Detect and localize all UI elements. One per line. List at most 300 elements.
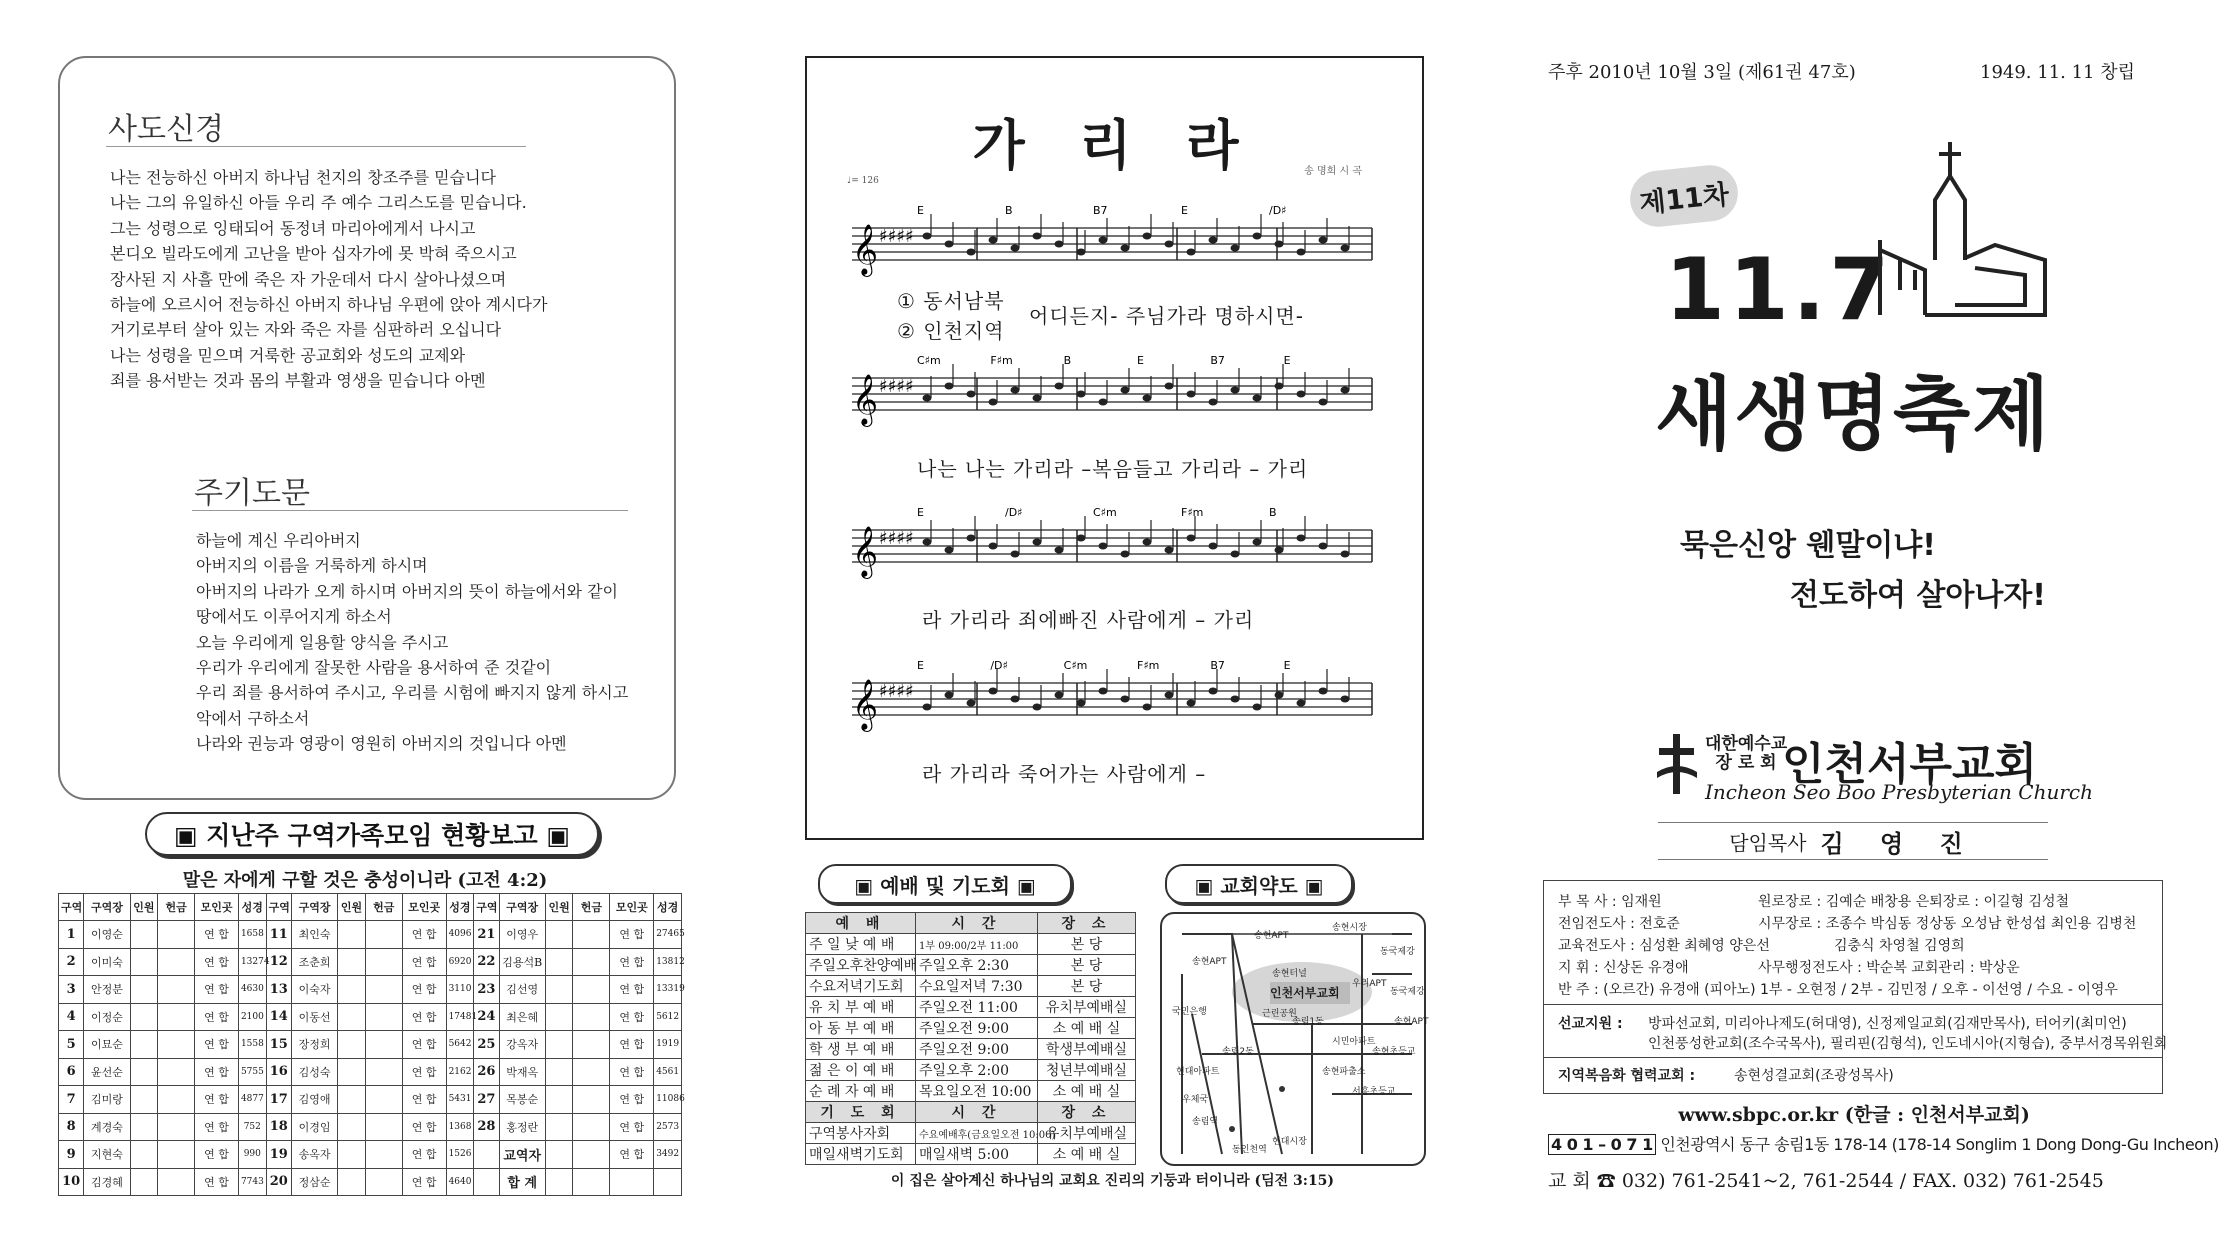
staff-divider xyxy=(1544,1004,2162,1005)
district-cell: 4561 xyxy=(654,1058,682,1086)
table-row xyxy=(59,1031,682,1059)
district-cell: 11 xyxy=(266,921,291,949)
district-cell xyxy=(365,1113,402,1141)
district-cell: 이미숙 xyxy=(84,948,130,976)
map-label: 근린공원 xyxy=(1262,1009,1297,1019)
worship-cell: 유치부예배실 xyxy=(1038,997,1136,1018)
note-head xyxy=(1121,387,1130,394)
note-head xyxy=(1033,395,1042,402)
note-head xyxy=(1143,233,1152,240)
prayer-line: 우리 죄를 용서하여 주시고, 우리를 시험에 빠지지 않게 하시고 xyxy=(196,683,629,703)
district-cell: 23 xyxy=(474,976,499,1004)
district-cell xyxy=(573,1003,610,1031)
district-cell xyxy=(365,1003,402,1031)
district-cell xyxy=(365,1168,402,1196)
district-cell: 안정분 xyxy=(84,976,130,1004)
table-row xyxy=(806,1081,1136,1102)
worship-cell: 매일새벽기도회 xyxy=(806,1144,916,1165)
church-name-english: Incheon Seo Boo Presbyterian Church xyxy=(1705,780,2093,804)
note-head xyxy=(967,535,976,542)
worship-cell: 본 당 xyxy=(1038,976,1136,997)
district-cell xyxy=(545,1031,573,1059)
district-header-cell: 인원 xyxy=(130,894,158,921)
staff-admin: 사무행정전도사 : 박순복 교회관리 : 박상운 xyxy=(1758,960,2020,976)
district-header-cell: 헌금 xyxy=(573,894,610,921)
district-cell: 5 xyxy=(59,1031,84,1059)
district-header-cell: 헌금 xyxy=(158,894,195,921)
chord-symbol: F♯m xyxy=(990,354,1013,367)
staff-conductor: 지 휘 : 신상돈 유경애 xyxy=(1558,960,1689,976)
prayer-title-rule xyxy=(192,510,628,511)
district-cell xyxy=(365,948,402,976)
note-head xyxy=(1187,700,1196,707)
worship-header-row xyxy=(806,1102,1136,1123)
district-cell: 6920 xyxy=(446,948,474,976)
worship-cell: 학 생 부 예 배 xyxy=(806,1039,916,1060)
key-signature: ♯♯♯♯ xyxy=(879,681,914,702)
district-cell: 1526 xyxy=(446,1141,474,1169)
table-row xyxy=(806,976,1136,997)
district-cell: 10 xyxy=(59,1168,84,1196)
note-head xyxy=(1341,387,1350,394)
district-cell: 목봉순 xyxy=(499,1086,545,1114)
worship-cell: 수요일저녁 7:30 xyxy=(916,976,1038,997)
district-cell xyxy=(158,1058,195,1086)
district-cell: 2162 xyxy=(446,1058,474,1086)
district-header-cell: 헌금 xyxy=(365,894,402,921)
note-head xyxy=(1187,391,1196,398)
district-cell: 이숙자 xyxy=(292,976,338,1004)
mission-list-2: 인천풍성한교회(조수국목사), 필리핀(김형석), 인도네시아(지형습), 중부서경목위원회 xyxy=(1648,1036,2168,1052)
district-cell: 14 xyxy=(266,1003,291,1031)
lyric-line-1: 어디든지- 주님가라 명하시면- xyxy=(1029,304,1304,328)
founded-date: 1949. 11. 11 창립 xyxy=(1980,62,2136,83)
district-cell: 2100 xyxy=(238,1003,266,1031)
chord-symbol: E xyxy=(1283,659,1291,672)
chord-symbol: B7 xyxy=(1210,354,1225,367)
table-row xyxy=(806,1060,1136,1081)
district-cell: 3492 xyxy=(654,1141,682,1169)
creed-line: 나는 그의 유일하신 아들 우리 주 예수 그리스도를 믿습니다. xyxy=(110,193,527,213)
district-cell: 연 합 xyxy=(195,948,239,976)
prayer-line: 오늘 우리에게 일용할 양식을 주시고 xyxy=(196,632,449,652)
church-building-icon xyxy=(1875,140,2055,320)
note-head xyxy=(923,704,932,711)
district-cell: 이동선 xyxy=(292,1003,338,1031)
worship-cell: 청년부예배실 xyxy=(1038,1060,1136,1081)
district-cell xyxy=(158,1086,195,1114)
chord-symbol: F♯m xyxy=(1137,659,1160,672)
note-head xyxy=(945,692,954,699)
district-cell xyxy=(130,921,158,949)
pastor-name: 김 영 진 xyxy=(1820,828,1977,858)
note-head xyxy=(1121,551,1130,558)
creed-prayer-panel xyxy=(58,56,676,800)
table-row xyxy=(806,1123,1136,1144)
note-head xyxy=(1319,399,1328,406)
note-head xyxy=(989,543,998,550)
table-row xyxy=(59,1086,682,1114)
district-cell xyxy=(573,948,610,976)
worship-cell: 시 간 xyxy=(916,913,1038,934)
map-label: 서흥초등교 xyxy=(1352,1087,1396,1097)
district-cell: 연 합 xyxy=(195,1141,239,1169)
district-cell: 합 계 xyxy=(499,1168,545,1196)
prayer-title: 주기도문 xyxy=(194,476,310,511)
note-head xyxy=(1253,539,1262,546)
map-label: 송현APT xyxy=(1254,931,1289,941)
district-cell: 연 합 xyxy=(402,948,446,976)
district-cell: 연 합 xyxy=(195,976,239,1004)
district-cell xyxy=(474,1168,499,1196)
note-head xyxy=(1099,237,1108,244)
district-cell: 김경혜 xyxy=(84,1168,130,1196)
table-row xyxy=(806,1039,1136,1060)
district-cell xyxy=(338,1141,366,1169)
senior-pastor xyxy=(1658,822,2048,860)
church-map xyxy=(1160,912,1429,1166)
worship-cell: 주일오전 11:00 xyxy=(916,997,1038,1018)
note-head xyxy=(1165,692,1174,699)
district-cell xyxy=(158,976,195,1004)
worship-cell: 예 배 xyxy=(806,913,916,934)
chord-symbol: E xyxy=(917,659,924,672)
district-cell: 김영애 xyxy=(292,1086,338,1114)
map-church-label: 인천서부교회 xyxy=(1270,986,1340,1000)
district-header-cell: 인원 xyxy=(338,894,366,921)
district-cell: 13274 xyxy=(238,948,266,976)
district-cell: 1658 xyxy=(238,921,266,949)
note-head xyxy=(1275,547,1284,554)
creed-title-rule xyxy=(106,146,526,147)
district-cell xyxy=(365,1058,402,1086)
note-head xyxy=(945,547,954,554)
song-credit: 송 명희 시 곡 xyxy=(1304,166,1362,177)
note-head xyxy=(1253,233,1262,240)
creed-line: 본디오 빌라도에게 고난을 받아 십자가에 못 박혀 죽으시고 xyxy=(110,244,517,264)
district-cell: 연 합 xyxy=(402,1086,446,1114)
district-cell: 김성숙 xyxy=(292,1058,338,1086)
district-cell xyxy=(130,1168,158,1196)
website: www.sbpc.or.kr (한글 : 인천서부교회) xyxy=(1678,1104,2030,1126)
district-cell xyxy=(130,976,158,1004)
table-row xyxy=(59,921,682,949)
district-cell: 26 xyxy=(474,1058,499,1086)
district-cell xyxy=(573,1058,610,1086)
creed-line: 그는 성령으로 잉태되어 동정녀 마리아에게서 나시고 xyxy=(110,218,476,238)
worship-header-row xyxy=(806,913,1136,934)
district-cell: 연 합 xyxy=(195,1113,239,1141)
district-cell: 752 xyxy=(238,1113,266,1141)
creed-text xyxy=(110,165,547,394)
prayer-line: 하늘에 계신 우리아버지 xyxy=(196,531,361,550)
district-header-cell: 구역장 xyxy=(292,894,338,921)
worship-cell: 매일새벽 5:00 xyxy=(916,1144,1038,1165)
district-cell: 21 xyxy=(474,921,499,949)
map-banner: ▣ 교회약도 ▣ xyxy=(1165,864,1353,904)
treble-clef-icon: 𝄞 xyxy=(852,526,879,577)
district-cell: 18 xyxy=(266,1113,291,1141)
note-head xyxy=(1341,551,1350,558)
chord-symbol: F♯m xyxy=(1181,506,1204,519)
note-head xyxy=(1055,547,1064,554)
district-cell xyxy=(338,1058,366,1086)
edition-badge: 제11차 xyxy=(1627,163,1740,230)
church-logo-icon xyxy=(1655,732,1699,796)
note-head xyxy=(923,395,932,402)
district-cell: 연 합 xyxy=(195,1168,239,1196)
district-cell xyxy=(545,1168,573,1196)
note-head xyxy=(1341,696,1350,703)
district-table-header xyxy=(59,894,682,921)
district-cell: 연 합 xyxy=(402,1003,446,1031)
district-cell: 1558 xyxy=(238,1031,266,1059)
prayer-line: 우리가 우리에게 잘못한 사람을 용서하여 준 것같이 xyxy=(196,658,552,678)
district-cell xyxy=(338,948,366,976)
map-label: 국민은행 xyxy=(1172,1007,1207,1017)
street-address: 인천광역시 동구 송림1동 178-14 (178-14 Songlim 1 Dong Dong-Gu Incheon) xyxy=(1660,1135,2219,1154)
district-cell: 연 합 xyxy=(610,921,654,949)
note-head xyxy=(1121,696,1130,703)
map-label: 송림1동 xyxy=(1292,1017,1324,1027)
district-cell: 이영순 xyxy=(84,921,130,949)
district-header-cell: 성경 xyxy=(446,894,474,921)
district-cell: 김미랑 xyxy=(84,1086,130,1114)
note-head xyxy=(1011,551,1020,558)
worship-cell: 주일오후찬양예배 xyxy=(806,955,916,976)
chord-symbol: C♯m xyxy=(1093,506,1117,519)
note-head xyxy=(1209,688,1218,695)
prayer-line: 나라와 권능과 영광이 영원히 아버지의 것입니다 아멘 xyxy=(196,734,567,754)
note-head xyxy=(1143,395,1152,402)
map-label: 우리APT xyxy=(1352,979,1387,989)
district-cell: 9 xyxy=(59,1141,84,1169)
district-cell: 윤선순 xyxy=(84,1058,130,1086)
note-head xyxy=(1187,535,1196,542)
district-cell: 연 합 xyxy=(610,1086,654,1114)
district-cell xyxy=(130,1031,158,1059)
worship-cell: 시 간 xyxy=(916,1102,1038,1123)
note-head xyxy=(1231,387,1240,394)
district-cell xyxy=(365,1031,402,1059)
note-head xyxy=(923,539,932,546)
table-row xyxy=(806,955,1136,976)
district-cell xyxy=(338,976,366,1004)
district-cell: 27 xyxy=(474,1086,499,1114)
district-cell: 7743 xyxy=(238,1168,266,1196)
district-header-cell: 구역장 xyxy=(84,894,130,921)
note-head xyxy=(967,391,976,398)
district-cell: 15 xyxy=(266,1031,291,1059)
worship-cell: 주일오후 2:30 xyxy=(916,955,1038,976)
note-head xyxy=(1319,688,1328,695)
chord-symbol: /D♯ xyxy=(1269,204,1287,217)
district-cell: 연 합 xyxy=(402,921,446,949)
district-cell: 16 xyxy=(266,1058,291,1086)
note-head xyxy=(1099,688,1108,695)
district-header-cell: 모인곳 xyxy=(610,894,654,921)
note-head xyxy=(967,700,976,707)
note-head xyxy=(1099,399,1108,406)
note-head xyxy=(1143,704,1152,711)
chord-symbol: C♯m xyxy=(1063,659,1088,672)
district-cell: 최인숙 xyxy=(292,921,338,949)
table-row xyxy=(59,1058,682,1086)
prayer-line: 땅에서도 이루어지게 하소서 xyxy=(196,607,392,627)
note-head xyxy=(1033,704,1042,711)
creed-title: 사도신경 xyxy=(108,112,224,147)
district-cell: 장정희 xyxy=(292,1031,338,1059)
key-signature: ♯♯♯♯ xyxy=(879,376,914,397)
district-cell: 1919 xyxy=(654,1031,682,1059)
district-cell: 이정순 xyxy=(84,1003,130,1031)
note-head xyxy=(1011,387,1020,394)
district-cell xyxy=(545,1113,573,1141)
worship-cell: 학생부예배실 xyxy=(1038,1039,1136,1060)
note-head xyxy=(1055,692,1064,699)
district-cell xyxy=(338,1168,366,1196)
lyric-label-2: ② 인천지역 xyxy=(897,319,1005,343)
district-cell xyxy=(158,1141,195,1169)
district-cell: 25 xyxy=(474,1031,499,1059)
district-cell: 연 합 xyxy=(402,976,446,1004)
map-label: 우체국 xyxy=(1182,1095,1209,1105)
district-cell xyxy=(158,1003,195,1031)
music-staves xyxy=(807,58,1422,838)
district-header-cell: 구역 xyxy=(266,894,291,921)
note-head xyxy=(1077,700,1086,707)
district-cell: 이영우 xyxy=(499,921,545,949)
note-head xyxy=(1297,249,1306,256)
district-cell: 연 합 xyxy=(402,1113,446,1141)
staff-divider-2 xyxy=(1544,1057,2162,1058)
district-cell: 990 xyxy=(238,1141,266,1169)
map-label: 송림역 xyxy=(1192,1117,1219,1127)
treble-clef-icon: 𝄞 xyxy=(852,374,879,425)
note-head xyxy=(923,233,932,240)
note-head xyxy=(1143,539,1152,546)
worship-cell: 주일오전 9:00 xyxy=(916,1039,1038,1060)
denomination xyxy=(1705,735,1787,773)
key-signature: ♯♯♯♯ xyxy=(879,226,914,247)
district-header-cell: 성경 xyxy=(238,894,266,921)
note-head xyxy=(1341,245,1350,252)
chord-symbol: B xyxy=(1063,354,1072,367)
local-partner-church: 송현성결교회(조광성목사) xyxy=(1734,1068,1894,1084)
map-label: 동인천역 xyxy=(1232,1145,1267,1155)
map-label: 송현터널 xyxy=(1272,969,1307,979)
chord-symbol: B xyxy=(1005,204,1013,217)
district-report-subtitle: 말은 자에게 구할 것은 충성이니라 (고전 4:2) xyxy=(182,870,548,891)
district-cell: 3 xyxy=(59,976,84,1004)
chord-symbol: B7 xyxy=(1093,204,1108,217)
district-cell: 13812 xyxy=(654,948,682,976)
district-header-cell: 구역 xyxy=(59,894,84,921)
district-cell: 연 합 xyxy=(402,1168,446,1196)
district-cell xyxy=(365,976,402,1004)
district-cell: 연 합 xyxy=(195,1086,239,1114)
note-head xyxy=(1055,241,1064,248)
mission-label: 선교지원 : xyxy=(1558,1016,1623,1032)
worship-cell: 유 치 부 예 배 xyxy=(806,997,916,1018)
district-header-cell: 구역장 xyxy=(499,894,545,921)
table-row xyxy=(806,1144,1136,1165)
chord-symbol: /D♯ xyxy=(990,659,1008,672)
issue-date: 주후 2010년 10월 3일 (제61권 47호) xyxy=(1548,62,1856,83)
festival-date: 11.7 xyxy=(1665,240,1894,340)
district-cell: 송옥자 xyxy=(292,1141,338,1169)
district-cell: 정삼순 xyxy=(292,1168,338,1196)
district-header-cell: 모인곳 xyxy=(402,894,446,921)
district-cell xyxy=(130,1086,158,1114)
map-label: 동국제강 xyxy=(1380,947,1415,957)
staff-accompanists: 반 주 : (오르간) 유경애 (피아노) 1부 - 오현정 / 2부 - 김민정 / 오후 - 이선영 / 수요 - 이영우 xyxy=(1558,982,2118,998)
district-header-cell: 구역 xyxy=(474,894,499,921)
table-row xyxy=(59,948,682,976)
district-header-cell: 인원 xyxy=(545,894,573,921)
district-cell: 김선영 xyxy=(499,976,545,1004)
map-label: 현대시장 xyxy=(1272,1137,1307,1147)
map-label: 송현APT xyxy=(1192,957,1227,967)
district-cell xyxy=(545,1141,573,1169)
chord-symbol: E xyxy=(917,506,924,519)
district-cell: 연 합 xyxy=(195,1031,239,1059)
district-cell: 연 합 xyxy=(195,1003,239,1031)
worship-cell: 1부 09:00/2부 11:00 xyxy=(916,934,1038,955)
district-cell xyxy=(545,921,573,949)
district-cell: 연 합 xyxy=(195,1058,239,1086)
worship-cell: 목요일오전 10:00 xyxy=(916,1081,1038,1102)
district-cell: 5431 xyxy=(446,1086,474,1114)
slogan-line-1: 묵은신앙 웬말이냐! xyxy=(1680,528,1936,563)
note-head xyxy=(1297,700,1306,707)
district-cell: 연 합 xyxy=(610,1031,654,1059)
district-cell: 4640 xyxy=(446,1168,474,1196)
festival-title: 새생명축제 xyxy=(1655,368,2052,461)
address xyxy=(1548,1132,2219,1155)
note-head xyxy=(1231,696,1240,703)
district-header-cell: 모인곳 xyxy=(195,894,239,921)
creed-line: 나는 전능하신 아버지 하나님 천지의 창조주를 믿습니다 xyxy=(110,168,497,187)
district-cell: 11086 xyxy=(654,1086,682,1114)
church-name-korean: 인천서부교회 xyxy=(1782,739,2038,790)
worship-cell: 소 예 배 실 xyxy=(1038,1144,1136,1165)
district-cell xyxy=(474,1141,499,1169)
worship-cell: 수요저녁기도회 xyxy=(806,976,916,997)
note-head xyxy=(1319,543,1328,550)
table-row xyxy=(806,1018,1136,1039)
creed-line: 죄를 용서받는 것과 몸의 부활과 영생을 믿습니다 아멘 xyxy=(110,371,486,391)
district-cell: 8 xyxy=(59,1113,84,1141)
district-cell: 1368 xyxy=(446,1113,474,1141)
worship-cell: 장 소 xyxy=(1038,913,1136,934)
note-head xyxy=(989,688,998,695)
note-head xyxy=(1165,383,1174,390)
district-cell: 20 xyxy=(266,1168,291,1196)
note-head xyxy=(1077,249,1086,256)
district-cell: 13 xyxy=(266,976,291,1004)
district-cell: 2 xyxy=(59,948,84,976)
district-cell xyxy=(545,976,573,1004)
prayer-line: 악에서 구하소서 xyxy=(196,708,310,728)
lyric-line-4: 라 가리라 죽어가는 사람에게 – xyxy=(922,762,1207,786)
song-sheet xyxy=(805,56,1424,840)
district-cell: 4 xyxy=(59,1003,84,1031)
district-cell xyxy=(338,1113,366,1141)
table-row xyxy=(59,1113,682,1141)
treble-clef-icon: 𝄞 xyxy=(852,224,879,275)
map-label: 시민아파트 xyxy=(1332,1037,1376,1047)
